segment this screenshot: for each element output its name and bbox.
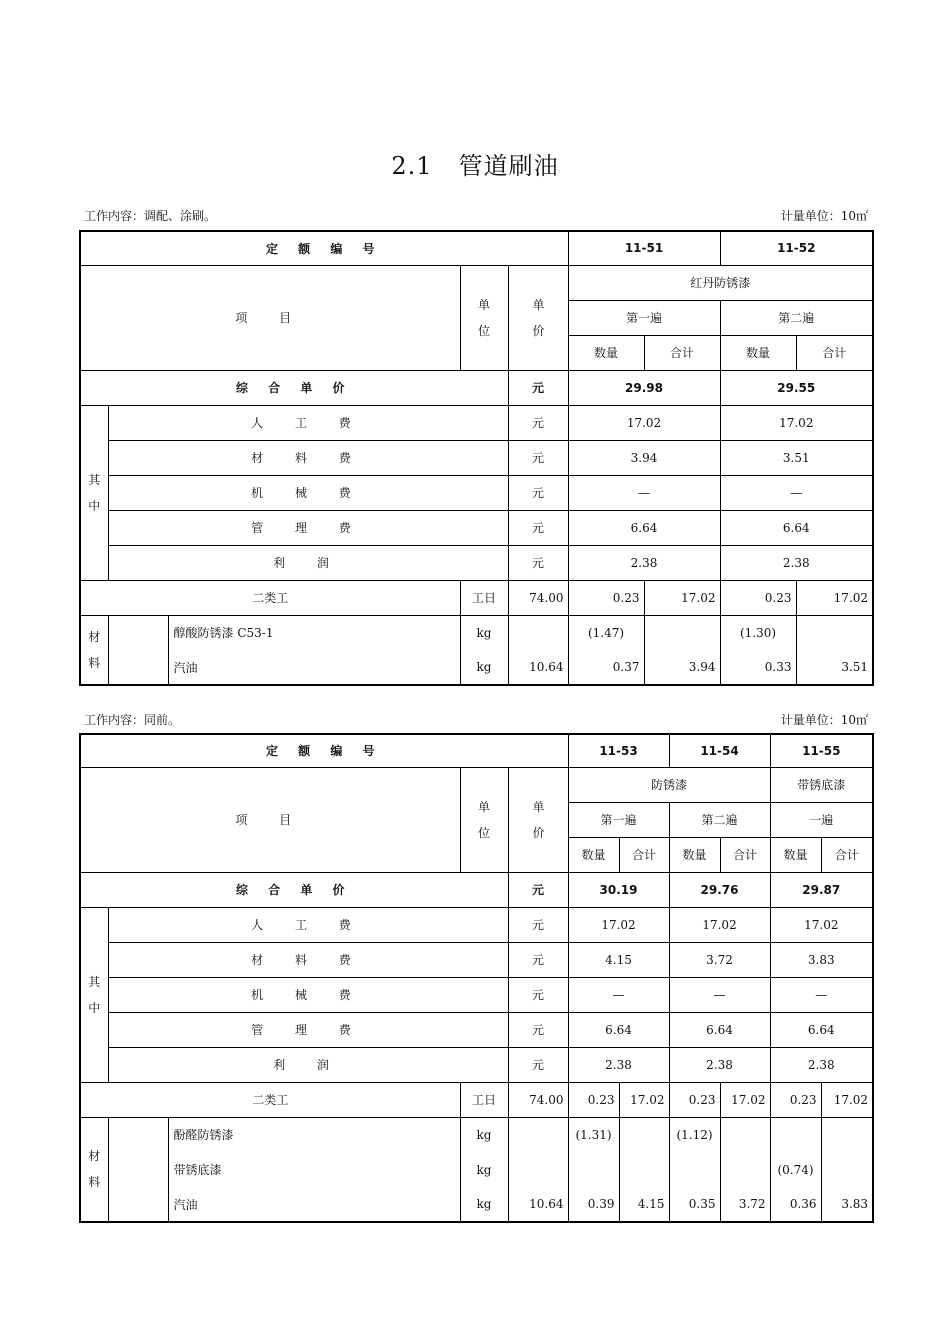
cost-row bbox=[80, 510, 873, 545]
labor-price: 74.00 bbox=[508, 1082, 568, 1117]
cost-value: 2.38 bbox=[669, 1047, 770, 1082]
material-price bbox=[508, 1152, 568, 1187]
material-row bbox=[80, 1187, 873, 1222]
cost-value: 6.64 bbox=[770, 1012, 873, 1047]
material-price bbox=[508, 615, 568, 650]
cost-unit: 元 bbox=[508, 1012, 568, 1047]
cost-value: 2.38 bbox=[568, 545, 720, 580]
cost-unit: 元 bbox=[508, 405, 568, 440]
material-total: 3.83 bbox=[821, 1187, 873, 1222]
composite-row bbox=[80, 872, 873, 907]
labor-unit: 工日 bbox=[460, 580, 508, 615]
quota-table-1 bbox=[79, 230, 874, 686]
pass-label: 第一遍 bbox=[568, 802, 669, 837]
labor-label: 二类工 bbox=[80, 1082, 460, 1117]
material-name: 汽油 bbox=[168, 650, 460, 685]
total-header: 合计 bbox=[720, 837, 770, 872]
cost-value: 2.38 bbox=[770, 1047, 873, 1082]
cost-unit: 元 bbox=[508, 475, 568, 510]
labor-row bbox=[80, 1082, 873, 1117]
pass-label: 第二遍 bbox=[720, 300, 873, 335]
cailiao-label: 材料 bbox=[80, 615, 108, 685]
cost-value: 17.02 bbox=[770, 907, 873, 942]
cost-row bbox=[80, 405, 873, 440]
work-content-2: 工作内容：同前。 bbox=[84, 713, 181, 727]
qizhong-label: 其中 bbox=[80, 907, 108, 1082]
composite-unit: 元 bbox=[508, 872, 568, 907]
labor-qty: 0.23 bbox=[770, 1082, 821, 1117]
material-row bbox=[80, 650, 873, 685]
cost-label: 人 工 费 bbox=[108, 907, 508, 942]
page-title bbox=[0, 146, 950, 181]
cost-row bbox=[80, 977, 873, 1012]
code-row bbox=[80, 734, 873, 767]
qizhong-label: 其中 bbox=[80, 405, 108, 580]
material-total: 3.94 bbox=[644, 650, 720, 685]
material-total bbox=[821, 1152, 873, 1187]
unit-header: 单位 bbox=[460, 265, 508, 370]
measure-unit-1: 计量单位：10㎡ bbox=[780, 209, 868, 223]
cost-unit: 元 bbox=[508, 510, 568, 545]
quota-table-2 bbox=[79, 733, 874, 1223]
material-qty: (1.31) bbox=[568, 1117, 619, 1152]
code-header: 定 额 编 号 bbox=[80, 231, 568, 265]
material-row bbox=[80, 1152, 873, 1187]
material-qty: 0.39 bbox=[568, 1187, 619, 1222]
cost-value: — bbox=[669, 977, 770, 1012]
cost-unit: 元 bbox=[508, 440, 568, 475]
paint-group: 带锈底漆 bbox=[770, 767, 873, 802]
total-header: 合计 bbox=[796, 335, 873, 370]
measure-unit-2: 计量单位：10㎡ bbox=[780, 713, 868, 727]
cost-value: 17.02 bbox=[669, 907, 770, 942]
material-qty: (1.30) bbox=[720, 615, 796, 650]
cost-label: 利 润 bbox=[108, 545, 508, 580]
cost-value: 3.51 bbox=[720, 440, 873, 475]
cost-value: — bbox=[568, 977, 669, 1012]
material-qty: (0.74) bbox=[770, 1152, 821, 1187]
composite-unit: 元 bbox=[508, 370, 568, 405]
total-header: 合计 bbox=[619, 837, 669, 872]
material-unit: kg bbox=[460, 1187, 508, 1222]
cost-row bbox=[80, 475, 873, 510]
material-qty: 0.33 bbox=[720, 650, 796, 685]
material-total bbox=[720, 1117, 770, 1152]
labor-qty: 0.23 bbox=[669, 1082, 720, 1117]
code-header: 定 额 编 号 bbox=[80, 734, 568, 767]
quota-code: 11-51 bbox=[568, 231, 720, 265]
cost-label: 机 械 费 bbox=[108, 475, 508, 510]
labor-row bbox=[80, 580, 873, 615]
cost-value: — bbox=[720, 475, 873, 510]
labor-total: 17.02 bbox=[720, 1082, 770, 1117]
material-total bbox=[821, 1117, 873, 1152]
total-header: 合计 bbox=[644, 335, 720, 370]
composite-value: 29.55 bbox=[720, 370, 873, 405]
cost-value: 3.72 bbox=[669, 942, 770, 977]
material-qty bbox=[568, 1152, 619, 1187]
cost-row bbox=[80, 440, 873, 475]
price-header: 单价 bbox=[508, 767, 568, 872]
total-header: 合计 bbox=[821, 837, 873, 872]
item-header: 项 目 bbox=[80, 767, 460, 872]
cost-label: 管 理 费 bbox=[108, 510, 508, 545]
material-qty: (1.47) bbox=[568, 615, 644, 650]
cost-label: 材 料 费 bbox=[108, 440, 508, 475]
cost-value: 2.38 bbox=[568, 1047, 669, 1082]
cost-value: 6.64 bbox=[568, 510, 720, 545]
material-total bbox=[619, 1117, 669, 1152]
labor-qty: 0.23 bbox=[720, 580, 796, 615]
material-total bbox=[720, 1152, 770, 1187]
composite-value: 29.87 bbox=[770, 872, 873, 907]
cost-row bbox=[80, 1012, 873, 1047]
cost-value: 6.64 bbox=[669, 1012, 770, 1047]
cost-value: 3.94 bbox=[568, 440, 720, 475]
material-total bbox=[796, 615, 873, 650]
composite-value: 29.76 bbox=[669, 872, 770, 907]
composite-value: 30.19 bbox=[568, 872, 669, 907]
cost-label: 管 理 费 bbox=[108, 1012, 508, 1047]
composite-value: 29.98 bbox=[568, 370, 720, 405]
material-name: 酚醛防锈漆 bbox=[168, 1117, 460, 1152]
labor-total: 17.02 bbox=[796, 580, 873, 615]
cost-value: 4.15 bbox=[568, 942, 669, 977]
labor-price: 74.00 bbox=[508, 580, 568, 615]
composite-row bbox=[80, 370, 873, 405]
cost-row bbox=[80, 545, 873, 580]
material-unit: kg bbox=[460, 1152, 508, 1187]
composite-label: 综 合 单 价 bbox=[80, 872, 508, 907]
quota-code: 11-52 bbox=[720, 231, 873, 265]
cost-value: 3.83 bbox=[770, 942, 873, 977]
cost-row bbox=[80, 942, 873, 977]
material-qty: (1.12) bbox=[669, 1117, 720, 1152]
material-blank bbox=[108, 1117, 168, 1222]
cost-label: 材 料 费 bbox=[108, 942, 508, 977]
unit-header: 单位 bbox=[460, 767, 508, 872]
labor-total: 17.02 bbox=[821, 1082, 873, 1117]
material-name: 醇酸防锈漆 C53-1 bbox=[168, 615, 460, 650]
cost-value: 17.02 bbox=[568, 907, 669, 942]
work-content-1: 工作内容：调配、涂刷。 bbox=[84, 209, 217, 223]
section-title: 管道刷油 bbox=[458, 152, 559, 180]
material-unit: kg bbox=[460, 650, 508, 685]
composite-label: 综 合 单 价 bbox=[80, 370, 508, 405]
quota-code: 11-53 bbox=[568, 734, 669, 767]
pass-label: 第二遍 bbox=[669, 802, 770, 837]
qty-header: 数量 bbox=[568, 837, 619, 872]
cost-unit: 元 bbox=[508, 1047, 568, 1082]
material-unit: kg bbox=[460, 615, 508, 650]
price-header: 单价 bbox=[508, 265, 568, 370]
cost-row bbox=[80, 1047, 873, 1082]
material-qty: 0.37 bbox=[568, 650, 644, 685]
cailiao-label: 材料 bbox=[80, 1117, 108, 1222]
material-total bbox=[619, 1152, 669, 1187]
material-qty: 0.35 bbox=[669, 1187, 720, 1222]
material-total bbox=[644, 615, 720, 650]
material-unit: kg bbox=[460, 1117, 508, 1152]
cost-value: 2.38 bbox=[720, 545, 873, 580]
cost-unit: 元 bbox=[508, 907, 568, 942]
material-name: 带锈底漆 bbox=[168, 1152, 460, 1187]
labor-total: 17.02 bbox=[644, 580, 720, 615]
cost-label: 机 械 费 bbox=[108, 977, 508, 1012]
material-total: 4.15 bbox=[619, 1187, 669, 1222]
cost-value: — bbox=[568, 475, 720, 510]
pass-label: 一遍 bbox=[770, 802, 873, 837]
cost-value: — bbox=[770, 977, 873, 1012]
paint-group: 红丹防锈漆 bbox=[568, 265, 873, 300]
material-qty bbox=[770, 1117, 821, 1152]
item-header: 项 目 bbox=[80, 265, 460, 370]
quota-code: 11-54 bbox=[669, 734, 770, 767]
material-total: 3.72 bbox=[720, 1187, 770, 1222]
cost-value: 6.64 bbox=[568, 1012, 669, 1047]
qty-header: 数量 bbox=[669, 837, 720, 872]
labor-unit: 工日 bbox=[460, 1082, 508, 1117]
material-qty bbox=[669, 1152, 720, 1187]
labor-label: 二类工 bbox=[80, 580, 460, 615]
material-price: 10.64 bbox=[508, 650, 568, 685]
labor-qty: 0.23 bbox=[568, 580, 644, 615]
cost-unit: 元 bbox=[508, 977, 568, 1012]
section-number: 2.1 bbox=[391, 152, 433, 180]
material-qty: 0.36 bbox=[770, 1187, 821, 1222]
cost-value: 6.64 bbox=[720, 510, 873, 545]
material-name: 汽油 bbox=[168, 1187, 460, 1222]
material-row bbox=[80, 1117, 873, 1152]
qty-header: 数量 bbox=[568, 335, 644, 370]
material-price: 10.64 bbox=[508, 1187, 568, 1222]
material-price bbox=[508, 1117, 568, 1152]
cost-unit: 元 bbox=[508, 942, 568, 977]
code-row bbox=[80, 231, 873, 265]
cost-value: 17.02 bbox=[720, 405, 873, 440]
pass-label: 第一遍 bbox=[568, 300, 720, 335]
cost-label: 利 润 bbox=[108, 1047, 508, 1082]
material-row bbox=[80, 615, 873, 650]
qty-header: 数量 bbox=[720, 335, 796, 370]
paint-group: 防锈漆 bbox=[568, 767, 770, 802]
cost-value: 17.02 bbox=[568, 405, 720, 440]
labor-qty: 0.23 bbox=[568, 1082, 619, 1117]
cost-label: 人 工 费 bbox=[108, 405, 508, 440]
material-blank bbox=[108, 615, 168, 685]
qty-header: 数量 bbox=[770, 837, 821, 872]
labor-total: 17.02 bbox=[619, 1082, 669, 1117]
material-total: 3.51 bbox=[796, 650, 873, 685]
cost-row bbox=[80, 907, 873, 942]
cost-unit: 元 bbox=[508, 545, 568, 580]
quota-code: 11-55 bbox=[770, 734, 873, 767]
